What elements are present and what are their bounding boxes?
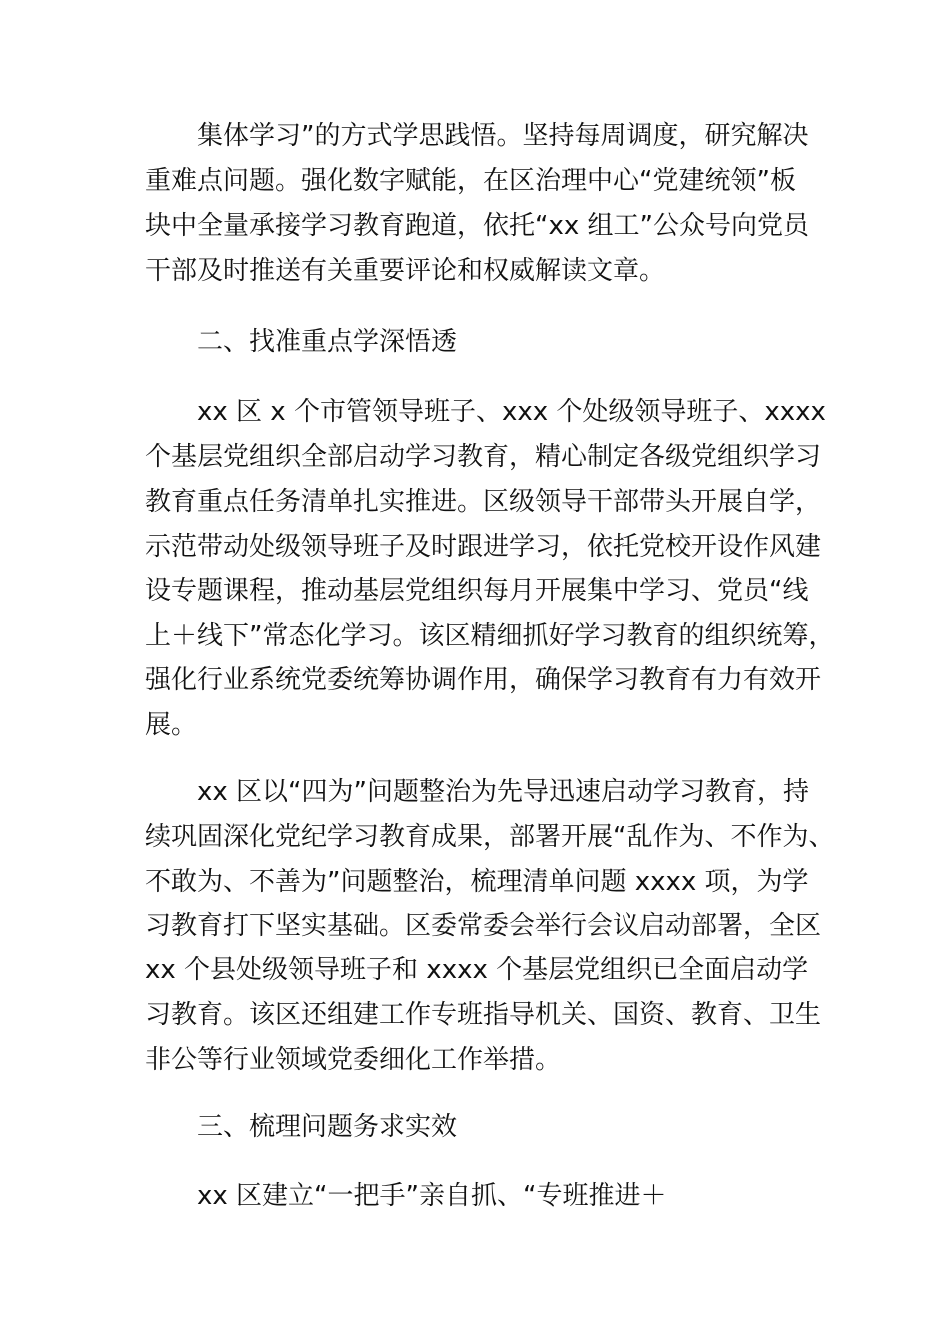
- text-line: 块中全量承接学习教育跑道，依托“xx 组工”公众号向党员: [145, 211, 809, 241]
- text-line: 设专题课程，推动基层党组织每月开展集中学习、党员“线: [145, 576, 809, 606]
- text-line: xx 个县处级领导班子和 xxxx 个基层党组织已全面启动学: [145, 955, 809, 985]
- text-line: 上＋线下”常态化学习。该区精细抓好学习教育的组织统筹，: [145, 621, 835, 651]
- text-line: 教育重点任务清单扎实推进。区级领导干部带头开展自学，: [145, 487, 822, 517]
- text-line: 习教育。该区还组建工作专班指导机关、国资、教育、卫生: [145, 1000, 822, 1030]
- text-line: xx 区 x 个市管领导班子、xxx 个处级领导班子、xxxx: [197, 397, 826, 427]
- text-line: 重难点问题。强化数字赋能，在区治理中心“党建统领”板: [145, 166, 796, 196]
- text-line: xx 区以“四为”问题整治为先导迅速启动学习教育，持: [197, 777, 809, 807]
- section-heading: 三、梳理问题务求实效: [197, 1112, 458, 1142]
- text-line: 干部及时推送有关重要评论和权威解读文章。: [145, 256, 666, 286]
- text-line: 示范带动处级领导班子及时跟进学习，依托党校开设作风建: [145, 532, 822, 562]
- text-line: 续巩固深化党纪学习教育成果，部署开展“乱作为、不作为、: [145, 822, 835, 852]
- text-line: xx 区建立“一把手”亲自抓、“专班推进＋: [197, 1181, 667, 1211]
- text-line: 非公等行业领域党委细化工作举措。: [145, 1045, 562, 1075]
- text-line: 展。: [145, 710, 198, 740]
- text-line: 不敢为、不善为”问题整治，梳理清单问题 xxxx 项，为学: [145, 867, 809, 897]
- text-line: 集体学习”的方式学思践悟。坚持每周调度，研究解决: [197, 121, 809, 151]
- text-line: 习教育打下坚实基础。区委常委会举行会议启动部署，全区: [145, 911, 822, 941]
- section-heading: 二、找准重点学深悟透: [197, 327, 458, 357]
- text-line: 强化行业系统党委统筹协调作用，确保学习教育有力有效开: [145, 665, 822, 695]
- text-line: 个基层党组织全部启动学习教育，精心制定各级党组织学习: [145, 442, 822, 472]
